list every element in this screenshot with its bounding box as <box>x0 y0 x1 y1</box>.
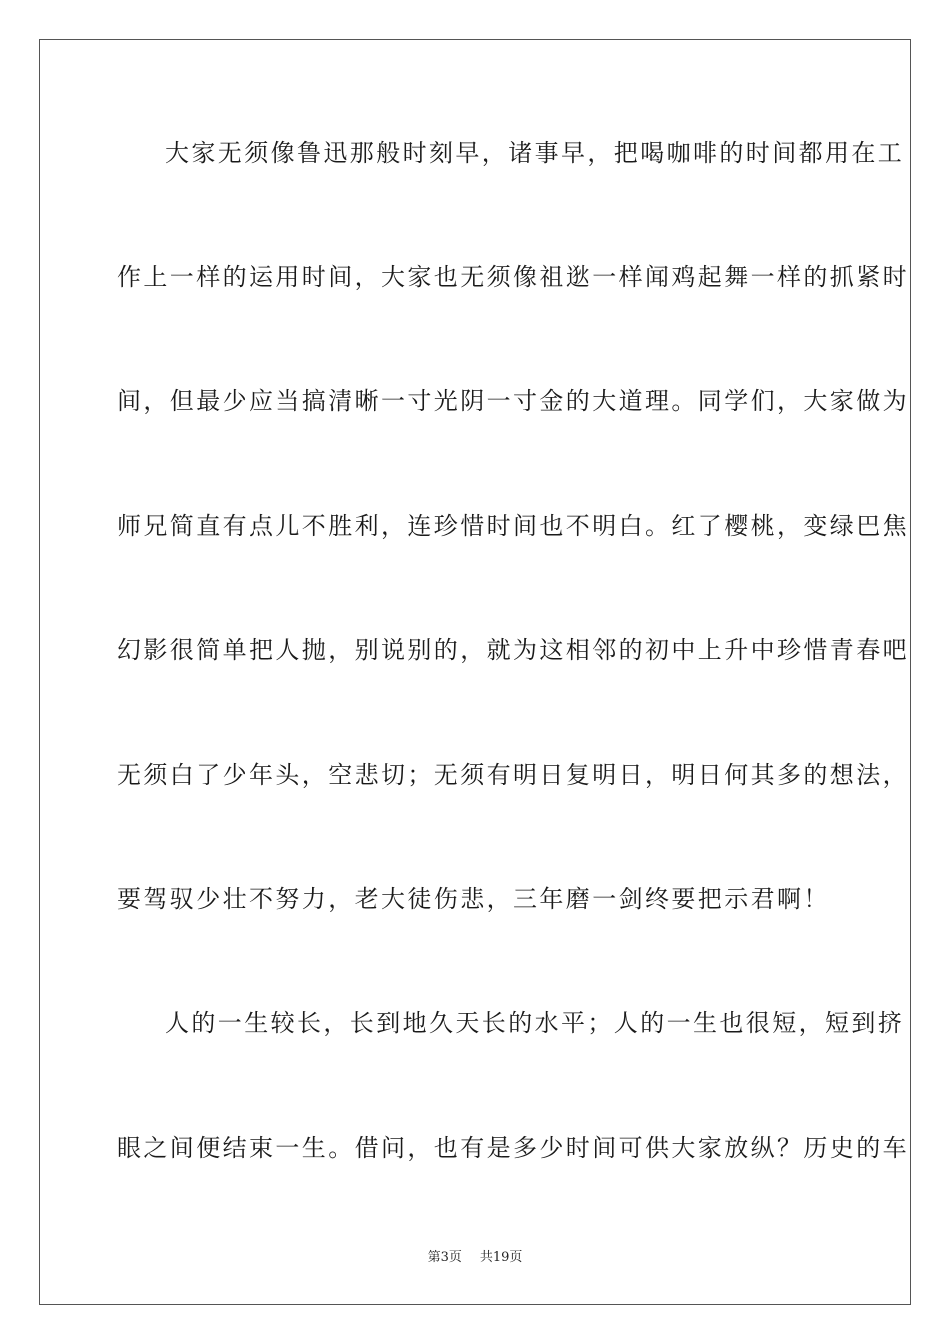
total-pages: 共19页 <box>479 1250 523 1265</box>
text-line: 眼之间便结束一生。借问，也有是多少时间可供大家放纵？历史的车 <box>117 1134 909 1162</box>
text-line: 人的一生较长，长到地久天长的水平；人的一生也很短，短到挤 <box>165 1009 905 1037</box>
text-line: 间，但最少应当搞清晰一寸光阴一寸金的大道理。同学们，大家做为 <box>117 387 909 415</box>
page-border <box>39 39 911 1305</box>
text-line: 作上一样的运用时间，大家也无须像祖逖一样闻鸡起舞一样的抓紧时 <box>117 263 909 291</box>
text-line: 要驾驭少壮不努力，老大徒伤悲，三年磨一剑终要把示君啊！ <box>117 885 830 913</box>
page-number: 第3页 <box>427 1250 462 1265</box>
text-line: 幻影很简单把人抛，别说别的，就为这相邻的初中上升中珍惜青春吧 <box>117 636 909 664</box>
text-line: 师兄简直有点儿不胜利，连珍惜时间也不明白。红了樱桃，变绿巴焦 <box>117 512 909 540</box>
text-line: 大家无须像鲁迅那般时刻早，诸事早，把喝咖啡的时间都用在工 <box>165 139 905 167</box>
text-line: 无须白了少年头，空悲切；无须有明日复明日，明日何其多的想法， <box>117 761 909 789</box>
page-footer <box>0 1246 950 1265</box>
